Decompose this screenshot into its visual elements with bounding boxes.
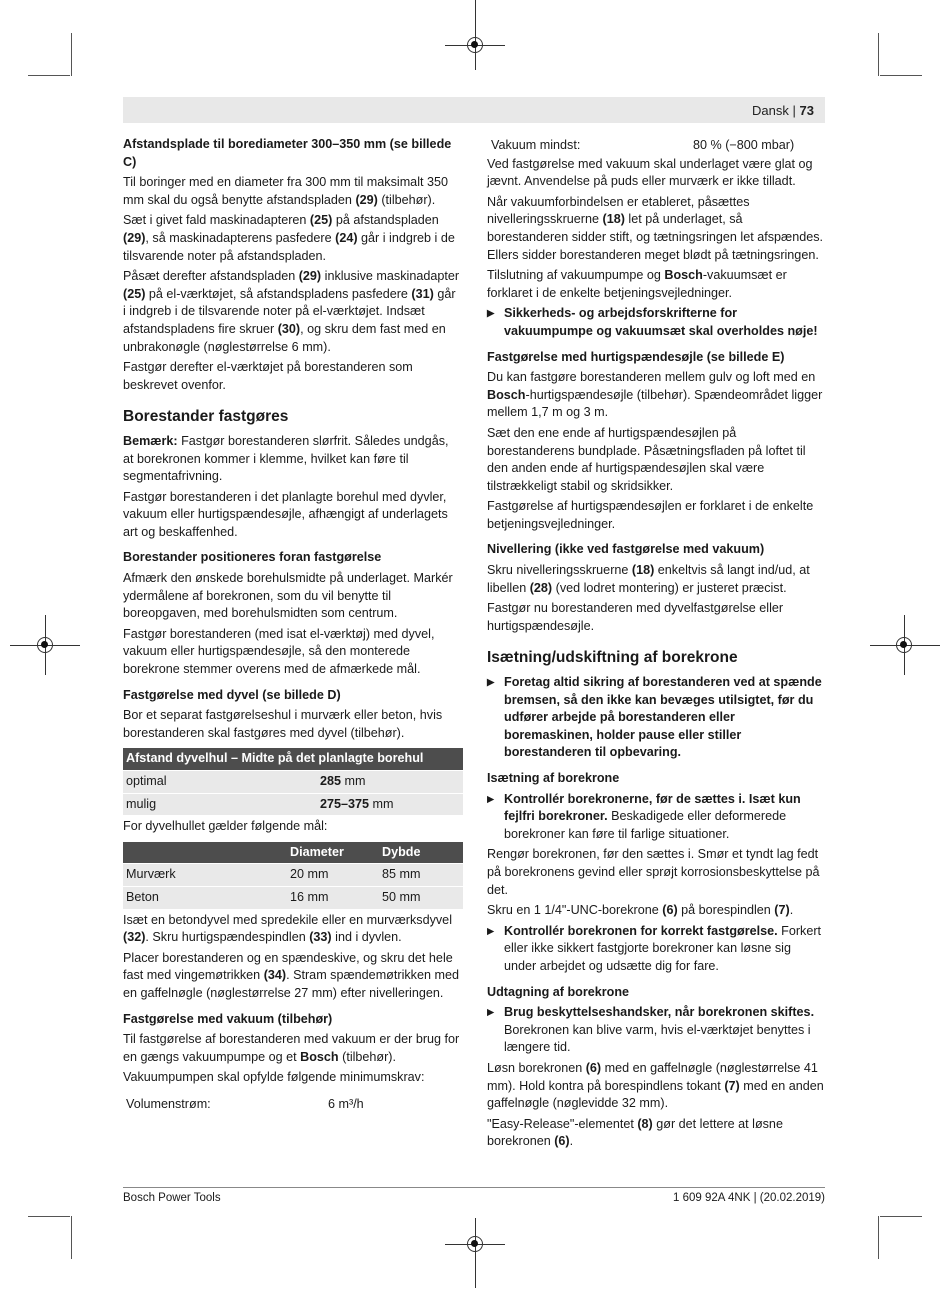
section-heading: Fastgørelse med hurtigspændesøjle (se billede E) xyxy=(487,349,785,364)
crop-mark xyxy=(878,33,879,76)
warning-item: ▶ Brug beskyttelseshandsker, når borekronen skiftes. Borekronen kan blive varm, hvis el-værktøjet benyttes i længere tid. xyxy=(487,1004,825,1057)
paragraph: Fastgørelse af hurtigspændesøjlen er forklaret i de enkelte betjeningsvejledninger. xyxy=(487,499,814,531)
section-heading: Fastgørelse med dyvel (se billede D) xyxy=(123,687,341,702)
paragraph: Sæt den ene ende af hurtigspændesøjlen på borestanderens bundplade. Påsætningsfladen på loftet til den anden ende af hurtigspændesøjlen skal være tilstrækkeligt stabil og skridsikker. xyxy=(487,425,806,493)
warning-item: ▶ Kontrollér borekronerne, før de sættes i. Isæt kun fejlfri borekroner. Beskadigede eller deformerede borekroner kan føre til farlige situationer. xyxy=(487,791,825,844)
header-band xyxy=(123,97,825,123)
crop-mark xyxy=(28,1216,70,1217)
crop-mark xyxy=(71,33,72,76)
table-header-row: Diameter Dybde xyxy=(123,842,463,864)
section-heading: Nivellering (ikke ved fastgørelse med vakuum) xyxy=(487,542,765,557)
crop-mark xyxy=(28,75,70,76)
registration-target-icon xyxy=(467,37,483,53)
crop-mark xyxy=(71,1216,72,1259)
table-row: Beton 16 mm 50 mm xyxy=(123,886,463,909)
paragraph: Skru nivelleringsskruerne (18) enkeltvis så langt ind/ud, at libellen (28) (ved lodret montering) er justeret præcist. xyxy=(487,563,810,595)
right-column xyxy=(487,136,825,1154)
table-row: mulig 275–375 mm xyxy=(123,793,463,816)
paragraph: Vakuumpumpen skal opfylde følgende minimumskrav: xyxy=(123,1070,425,1085)
table-row: optimal 285 mm xyxy=(123,771,463,794)
section-heading: Udtagning af borekrone xyxy=(487,984,630,999)
crop-mark xyxy=(878,1216,879,1259)
section-heading: Afstandsplade til borediameter 300–350 mm (se billede C) xyxy=(123,137,452,169)
paragraph: "Easy-Release"-elementet (8) gør det lettere at løsne borekronen (6). xyxy=(487,1116,783,1149)
paragraph: Tilslutning af vakuumpumpe og Bosch-vakuumsæt er forklaret i de enkelte betjeningsvejledninger. xyxy=(487,268,787,300)
header-language: Dansk xyxy=(752,103,789,118)
page-number: 73 xyxy=(799,103,814,118)
registration-line xyxy=(475,0,476,70)
requirement-row: Volumenstrøm: 6 m³/h xyxy=(126,1096,364,1111)
paragraph: Fastgør borestanderen i det planlagte borehul med dyvler, vakuum eller hurtigspændesøjle, afhængigt af underlagets art og beskaffenhed. xyxy=(123,489,448,539)
crop-mark xyxy=(880,1216,922,1217)
footer-rule xyxy=(123,1187,825,1188)
paragraph: Ved fastgørelse med vakuum skal underlaget være glat og jævnt. Anvendelse på puds eller murværk er ikke tilladt. xyxy=(487,156,813,189)
crop-mark xyxy=(880,75,922,76)
registration-target-icon xyxy=(896,637,912,653)
dowel-hole-table xyxy=(123,842,463,910)
table-header: Afstand dyvelhul – Midte på det planlagte borehul xyxy=(123,748,463,770)
section-title: Isætning/udskiftning af borekrone xyxy=(487,649,738,667)
paragraph: For dyvelhullet gælder følgende mål: xyxy=(123,819,328,834)
paragraph: Fastgør derefter el-værktøjet på borestanderen som beskrevet ovenfor. xyxy=(123,360,413,392)
paragraph: Placer borestanderen og en spændeskive, og skru det hele fast med vingemøtrikken (34). Stram spændemøtrikken med en gaffelnøgle (nøglestørrelse 27 mm) efter nivelleringen. xyxy=(123,950,459,1000)
paragraph: Når vakuumforbindelsen er etableret, påsættes nivelleringsskruerne (18) let på underlaget, så borestanderen sidder stift, og tætningsringen let afspændes. Ellers sidder borestanderen meget blødt på tætningsringen. xyxy=(487,194,824,262)
section-heading: Borestander positioneres foran fastgørelse xyxy=(123,550,382,565)
paragraph: Du kan fastgøre borestanderen mellem gulv og loft med en Bosch-hurtigspændesøjle (tilbehør). Spændeområdet ligger mellem 1,7 m og 3 m. xyxy=(487,370,823,420)
paragraph: Løsn borekronen (6) med en gaffelnøgle (nøglestørrelse 41 mm). Hold kontra på borespindlens tokant (7) med en anden gaffelnøgle (nøglevidde 32 mm). xyxy=(487,1060,824,1111)
paragraph: Bor et separat fastgørelseshul i murværk eller beton, hvis borestanderen skal fastgøres med dyvel (tilbehør). xyxy=(123,708,443,740)
dowel-distance-table xyxy=(123,748,463,816)
note-paragraph: Bemærk: Fastgør borestanderen slørfrit. Således undgås, at borekronen kommer i klemme, hvilket kan føre til segmentafrivning. xyxy=(123,433,449,484)
paragraph: Til fastgørelse af borestanderen med vakuum er der brug for en gængs vakuumpumpe og et Bosch (tilbehør). xyxy=(123,1032,460,1064)
table-row: Murværk 20 mm 85 mm xyxy=(123,864,463,887)
left-column xyxy=(123,136,461,1115)
section-heading: Fastgørelse med vakuum (tilbehør) xyxy=(123,1011,333,1026)
paragraph: Isæt en betondyvel med spredekile eller en murværksdyvel (32). Skru hurtigspændespindlen (33) ind i dyvlen. xyxy=(123,912,452,945)
page-header xyxy=(752,103,814,118)
footer-docnumber: 1 609 92A 4NK | (20.02.2019) xyxy=(673,1192,825,1204)
paragraph: Sæt i givet fald maskinadapteren (25) på afstandspladen (29), så maskinadapterens pasfedere (24) går i indgreb i de tilsvarende noter på afstandspladen. xyxy=(123,213,455,263)
footer-brand: Bosch Power Tools xyxy=(123,1192,221,1204)
paragraph: Fastgør nu borestanderen med dyvelfastgørelse eller hurtigspændesøjle. xyxy=(487,601,784,633)
registration-line xyxy=(475,1218,476,1288)
registration-target-icon xyxy=(467,1236,483,1252)
registration-target-icon xyxy=(37,637,53,653)
warning-item: ▶ Sikkerheds- og arbejdsforskrifterne for vakuumpumpe og vakuumsæt skal overholdes nøje! xyxy=(487,305,825,340)
requirement-row: Vakuum mindst: 80 % (−800 mbar) xyxy=(491,138,795,152)
paragraph: Påsæt derefter afstandspladen (29) inklusive maskinadapter (25) på el-værktøjet, så afstandspladens pasfedere (31) går i indgreb i de tilsvarende noter på el-værktøjet. Indsæt afstandspladens fire skruer (30), og skru dem fast med en unbrakonøgle (nøglestørrelse 6 mm). xyxy=(123,269,460,354)
paragraph: Afmærk den ønskede borehulsmidte på underlaget. Markér ydermålene af borekronen, som du vil benytte til boreopgaven, med borehulsmidten som centrum. xyxy=(123,571,453,621)
paragraph: Fastgør borestanderen (med isat el-værktøj) med dyvel, vakuum eller hurtigspændesøjle, så den monterede borekrone stemmer overens med de afmærkede mål. xyxy=(123,626,435,677)
section-heading: Isætning af borekrone xyxy=(487,771,620,785)
paragraph: Rengør borekronen, før den sættes i. Smør et tyndt lag fedt på borekronens gevind eller sprøjt korrosionsbeskyttelse på det. xyxy=(487,847,820,897)
warning-item: ▶ Foretag altid sikring af borestanderen ved at spænde bremsen, så den ikke kan bevæges utilsigtet, før du udfører arbejde på borestanderen eller boremaskinen, holder pause eller stiller borestanderen til opbevaring. xyxy=(487,674,825,762)
warning-item: ▶ Kontrollér borekronen for korrekt fastgørelse. Forkert eller ikke sikkert fastgjorte borekroner kan løsne sig under arbejdet og udsætte dig for fare. xyxy=(487,923,825,976)
header-separator: | xyxy=(792,103,796,118)
paragraph: Skru en 1 1/4"-UNC-borekrone (6) på borespindlen (7). xyxy=(487,903,794,918)
section-title: Borestander fastgøres xyxy=(123,408,289,426)
paragraph: Til boringer med en diameter fra 300 mm til maksimalt 350 mm skal du også benytte afstandspladen (29) (tilbehør). xyxy=(123,175,448,207)
